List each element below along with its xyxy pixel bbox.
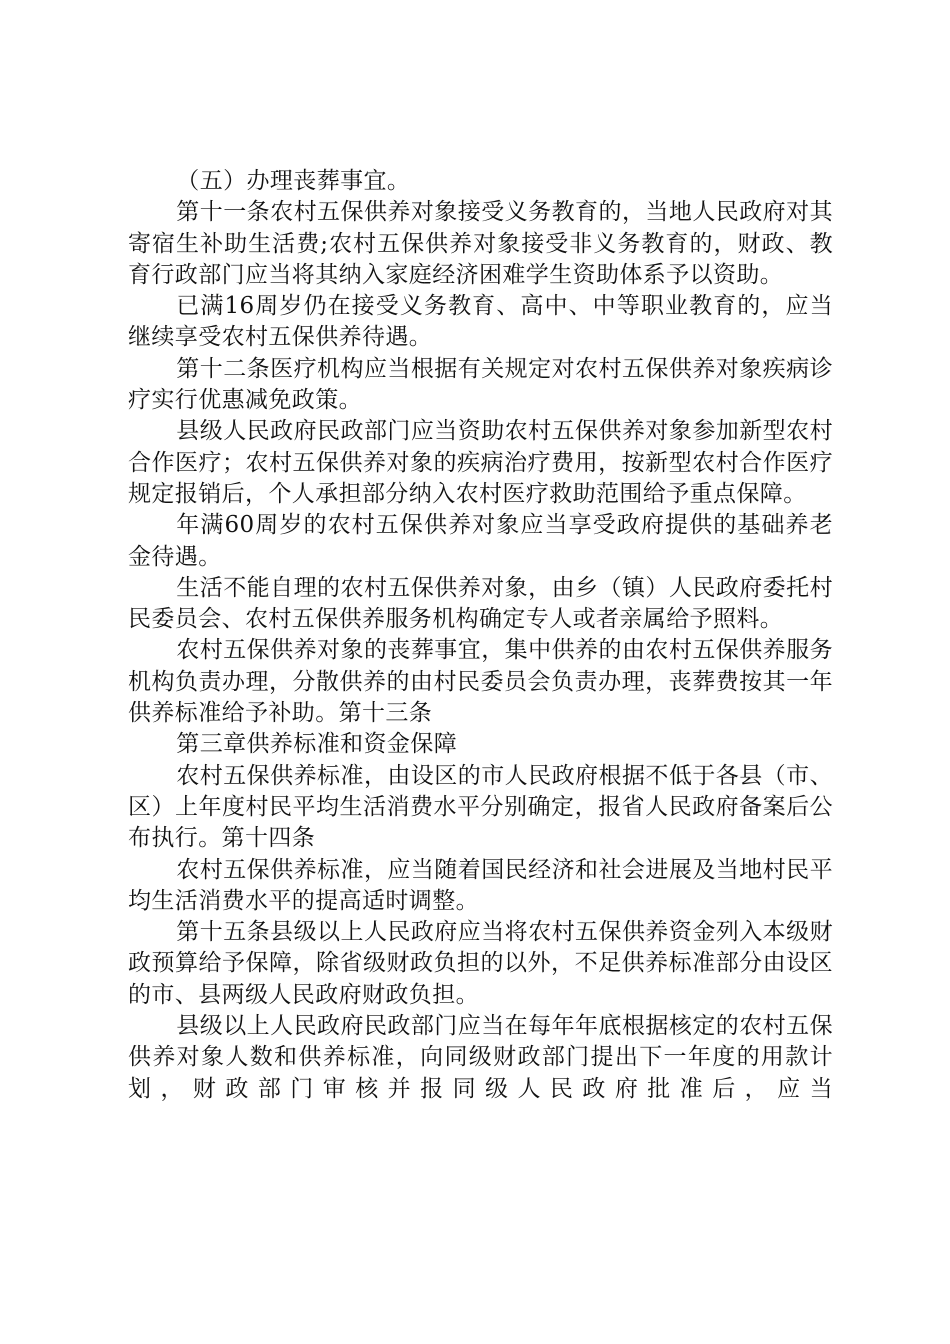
article-11-paragraph: 第十一条农村五保供养对象接受义务教育的，当地人民政府对其寄宿生补助生活费;农村五保供养对象接受非义务教育的，财政、教育行政部门应当将其纳入家庭经济困难学生资助体系予以资助。 (128, 199, 833, 288)
article-15-paragraph: 第十五条县级以上人民政府应当将农村五保供养资金列入本级财政预算给予保障，除省级财政负担的以外，不足供养标准部分由设区的市、县两级人民政府财政负担。 (128, 919, 833, 1008)
adjustment-paragraph: 农村五保供养标准，应当随着国民经济和社会进展及当地村民平均生活消费水平的提高适时调整。 (128, 856, 833, 914)
budget-plan-paragraph: 县级以上人民政府民政部门应当在每年年底根据核定的农村五保供养对象人数和供养标准，向同级财政部门提出下一年度的用款计划，财政部门审核并报同级人民政府批准后，应当 (128, 1013, 833, 1102)
medical-insurance-paragraph: 县级人民政府民政部门应当资助农村五保供养对象参加新型农村合作医疗；农村五保供养对象的疾病治疗费用，按新型农村合作医疗规定报销后，个人承担部分纳入农村医疗救助范围给予重点保障。 (128, 418, 833, 507)
pension-paragraph: 年满60周岁的农村五保供养对象应当享受政府提供的基础养老金待遇。 (128, 512, 833, 570)
paragraph-item-5: （五）办理丧葬事宜。 (176, 168, 411, 194)
age-16-paragraph: 已满16周岁仍在接受义务教育、高中、中等职业教育的，应当继续享受农村五保供养待遇。 (128, 293, 833, 351)
document-body (128, 166, 833, 1105)
chapter-3-heading: 第三章供养标准和资金保障 (176, 731, 458, 758)
funeral-paragraph: 农村五保供养对象的丧葬事宜，集中供养的由农村五保供养服务机构负责办理，分散供养的由村民委员会负责办理，丧葬费按其一年供养标准给予补助。第十三条 (128, 637, 833, 727)
care-paragraph: 生活不能自理的农村五保供养对象，由乡（镇）人民政府委托村民委员会、农村五保供养服务机构确定专人或者亲属给予照料。 (128, 574, 833, 633)
article-12-paragraph: 第十二条医疗机构应当根据有关规定对农村五保供养对象疾病诊疗实行优惠减免政策。 (128, 355, 833, 414)
standard-paragraph: 农村五保供养标准，由设区的市人民政府根据不低于各县（市、区）上年度村民平均生活消费水平分别确定，报省人民政府备案后公布执行。第十四条 (128, 762, 833, 852)
